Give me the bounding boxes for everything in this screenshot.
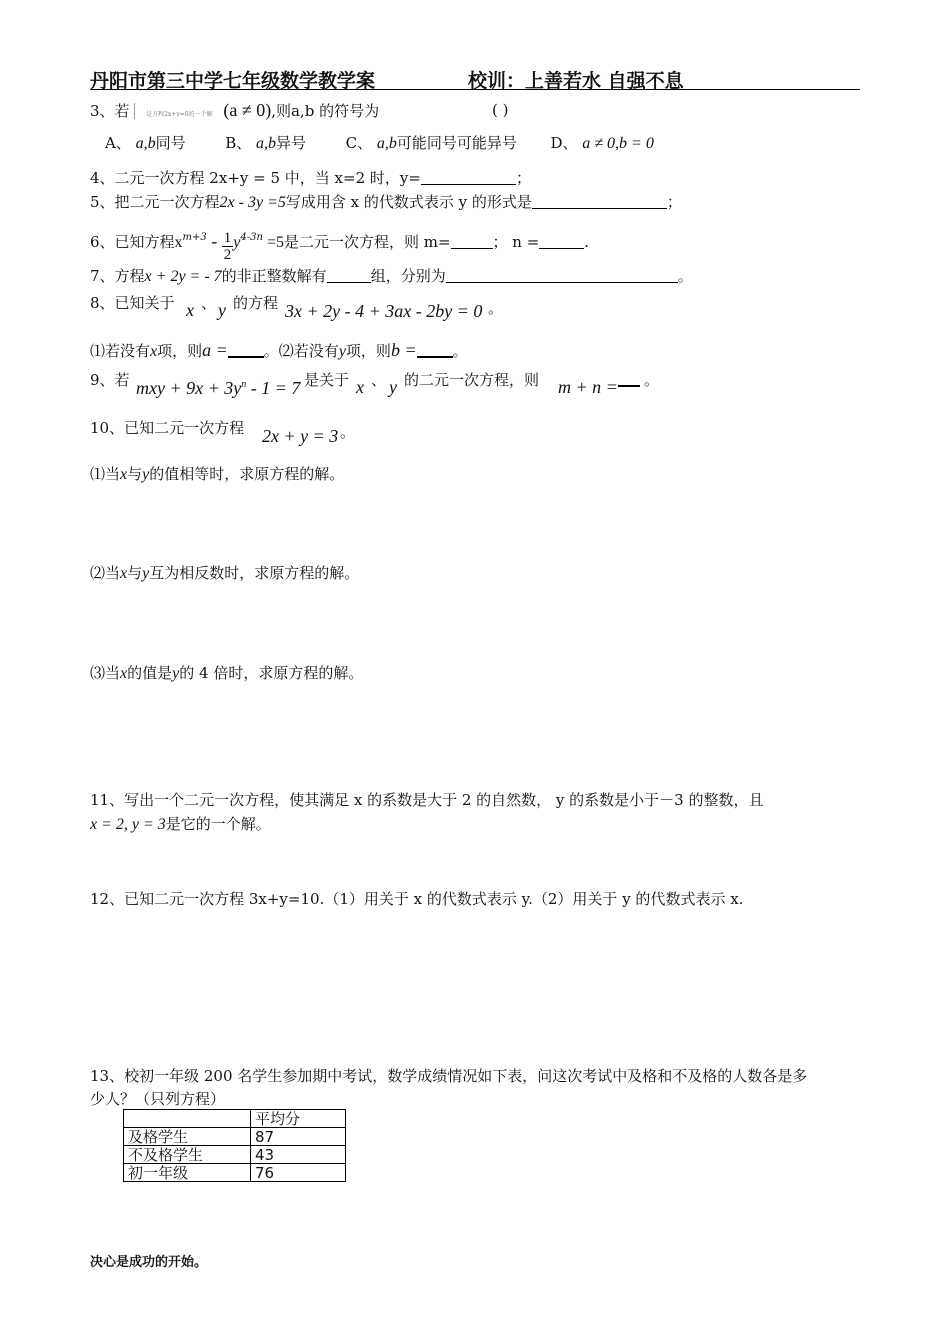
q9-answer — [558, 377, 640, 398]
q5-line — [90, 192, 682, 213]
q7-blank-count[interactable] — [327, 268, 371, 283]
q10-3-p2: 的值是 — [127, 664, 173, 682]
q5-mid: 写成用含 x 的代数式表示 y 的形式是 — [285, 193, 532, 211]
q9-eq-a: mxy + 9x + 3y — [136, 378, 242, 398]
q9-exp-n: n — [241, 379, 247, 390]
q8b-p2: 项，则 — [157, 342, 203, 360]
q10-1-x: x — [120, 466, 128, 483]
q3-opt-d-math: a ≠ 0,b = 0 — [582, 135, 654, 152]
score-table — [123, 1109, 346, 1182]
q10-2-line — [90, 563, 359, 584]
q5-post: ； — [666, 193, 682, 211]
q4-blank[interactable] — [421, 170, 516, 185]
q8b-p4: 项，则 — [345, 342, 391, 360]
q4-post: ； — [515, 169, 531, 187]
q8b-p1: ⑴若没有 — [90, 342, 151, 360]
q7-post: 。 — [677, 267, 693, 285]
header-rule — [90, 89, 860, 90]
q7-blank-solutions[interactable] — [446, 268, 678, 283]
q3-opt-a: A、 — [105, 134, 131, 152]
q6-exp2: 4-3n — [240, 232, 263, 243]
q8b-p5: 。 — [452, 342, 468, 360]
q10-post: 。 — [340, 423, 356, 441]
q9-equation — [136, 378, 300, 399]
q10-pre: 10、已知二元一次方程 — [90, 419, 245, 437]
q10-3-p1: ⑶当 — [90, 664, 121, 682]
q3-options — [105, 133, 654, 154]
q8-line — [90, 293, 175, 313]
q10-1-p2: 与 — [127, 465, 143, 483]
q3-opt-c: C、 — [345, 134, 373, 152]
q13-line2: 少人？（只列方程） — [90, 1090, 226, 1108]
table-cell: 43 — [251, 1146, 346, 1164]
q7-line — [90, 266, 693, 287]
q12-line: 12、已知二元一次方程 3x+y=10.（1）用关于 x 的代数式表示 y.（2）用关于 y 的代数式表示 x. — [90, 890, 744, 908]
q3-brace — [134, 103, 141, 119]
q11-line2 — [90, 814, 271, 835]
q10-3-y: y — [172, 665, 180, 682]
q8-pre: 8、已知关于 — [90, 294, 175, 312]
q7-mid: 的非正整数解有 — [221, 267, 327, 285]
q6-x: x — [174, 234, 183, 251]
q6-mid: 是二元一次方程，则 m= — [283, 233, 451, 251]
q8-mid: 的方程 — [233, 294, 279, 312]
q6-eq: =5 — [262, 234, 284, 251]
q3-rest: ,则a,b 的符号为 — [271, 102, 380, 120]
q11-line1: 11、写出一个二元一次方程，使其满足 x 的系数是大于 2 的自然数， y 的系数是小于－3 的整数，且 — [90, 791, 764, 809]
q6-minus: - — [206, 231, 222, 251]
q3-opt-a-math: a,b — [135, 135, 156, 152]
q9-post: 。 — [644, 371, 660, 389]
q5-pre: 5、把二元一次方程 — [90, 193, 220, 211]
table-cell: 初一年级 — [124, 1164, 251, 1182]
q3-opt-b: B、 — [225, 134, 252, 152]
q9-mid: 是关于 — [304, 371, 350, 389]
footer-motto: 决心是成功的开始。 — [90, 1255, 208, 1270]
q9-sep: 、 — [371, 371, 387, 389]
q8b-a: a = — [202, 340, 228, 360]
q5-blank[interactable] — [532, 194, 667, 209]
q7-pre: 7、方程 — [90, 267, 145, 285]
table-row — [124, 1164, 346, 1182]
q10-1-line — [90, 464, 344, 485]
header-title: 丹阳市第三中学七年级数学教学案 — [90, 70, 376, 92]
q6-sep: ； n = — [492, 233, 540, 251]
table-header-cell — [124, 1110, 251, 1128]
q11-equation: x = 2, y = 3 — [90, 816, 166, 833]
q10-3-x: x — [120, 665, 128, 682]
q3-opt-c-math: a,b — [376, 135, 397, 152]
q6-pre: 6、已知方程 — [90, 233, 175, 251]
q4-text: 4、二元一次方程 2x+y = 5 中，当 x=2 时，y= — [90, 169, 421, 187]
q9-eq-b: - 1 = 7 — [246, 378, 301, 398]
q9-pre: 9、若 — [90, 371, 130, 389]
q6-frac-den: 2 — [223, 247, 232, 263]
q10-2-y: y — [142, 565, 150, 582]
q8-post: 。 — [488, 299, 504, 317]
q6-blank-m[interactable] — [451, 234, 493, 249]
table-cell: 87 — [251, 1128, 346, 1146]
q5-equation: 2x - 3y =5 — [219, 194, 286, 211]
q3-line — [90, 100, 379, 121]
q8b-x: x — [150, 343, 158, 360]
table-row — [124, 1128, 346, 1146]
q8b-b: b = — [390, 340, 417, 360]
q6-frac-num: 1 — [223, 230, 232, 246]
q3-opt-d: D、 — [550, 134, 578, 152]
q10-2-p3: 互为相反数时，求原方程的解。 — [149, 564, 360, 582]
q8b-p3: 。⑵若没有 — [263, 342, 339, 360]
q10-equation: 2x + y = 3 — [262, 426, 339, 446]
q3-paren: ( ) — [492, 101, 509, 119]
q11-line2-text: 是它的一个解。 — [165, 815, 271, 833]
q3-condition: (a ≠ 0) — [223, 100, 272, 120]
q9-blank[interactable] — [618, 385, 640, 387]
q9-ans-label: m + n = — [558, 377, 618, 397]
table-header-cell: 平均分 — [251, 1110, 346, 1128]
q4-line — [90, 168, 531, 188]
q7-mid2: 组，分别为 — [370, 267, 446, 285]
q8-x: x — [186, 300, 194, 320]
q10-2-p2: 与 — [127, 564, 143, 582]
q9-x: x — [356, 377, 364, 397]
table-cell: 不及格学生 — [124, 1146, 251, 1164]
q6-line — [90, 228, 589, 263]
q8b-blank-a[interactable] — [228, 346, 264, 358]
q10-2-p1: ⑵当 — [90, 564, 121, 582]
q3-prefix: 3、若 — [90, 102, 130, 120]
q9-rest — [304, 370, 349, 390]
q10-2-x: x — [120, 565, 128, 582]
q10-3-line — [90, 663, 363, 684]
table-row — [124, 1146, 346, 1164]
q7-equation: x + 2y = - 7 — [144, 268, 222, 285]
q10-3-p3: 的 4 倍时，求原方程的解。 — [179, 664, 364, 682]
q3-opt-c-text: 可能同号可能异号 — [396, 134, 517, 152]
table-header-row — [124, 1110, 346, 1128]
q3-opt-a-text: 同号 — [155, 134, 186, 152]
q8-sep: 、 — [201, 294, 217, 312]
q3-opt-b-text: 异号 — [276, 134, 307, 152]
header-motto: 校训：上善若水 自强不息 — [468, 70, 684, 92]
q6-blank-n[interactable] — [539, 234, 584, 249]
q8b-blank-b[interactable] — [417, 346, 453, 358]
q3-system-tiny: 是方程2x+y=0的一个解 — [146, 111, 213, 118]
q3-opt-b-math: a,b — [256, 135, 277, 152]
q10-1-p1: ⑴当 — [90, 465, 121, 483]
q8-y: y — [218, 300, 226, 320]
table-cell: 76 — [251, 1164, 346, 1182]
q6-fraction — [222, 230, 234, 263]
q9-mid2: 的二元一次方程，则 — [404, 371, 540, 389]
q6-post: . — [584, 233, 590, 251]
q6-exp1: m+3 — [182, 232, 207, 243]
q8b-y: y — [338, 343, 346, 360]
q13-line1: 13、校初一年级 200 名学生参加期中考试，数学成绩情况如下表，问这次考试中及格和不及格的人数各是多 — [90, 1067, 808, 1085]
q8b-line — [90, 340, 468, 362]
q8-equation: 3x + 2y - 4 + 3ax - 2by = 0 — [285, 301, 483, 321]
q10-1-p3: 的值相等时，求原方程的解。 — [149, 465, 345, 483]
q6-y: y — [233, 234, 241, 251]
q9-y: y — [389, 377, 397, 397]
table-cell: 及格学生 — [124, 1128, 251, 1146]
q10-1-y: y — [142, 466, 150, 483]
